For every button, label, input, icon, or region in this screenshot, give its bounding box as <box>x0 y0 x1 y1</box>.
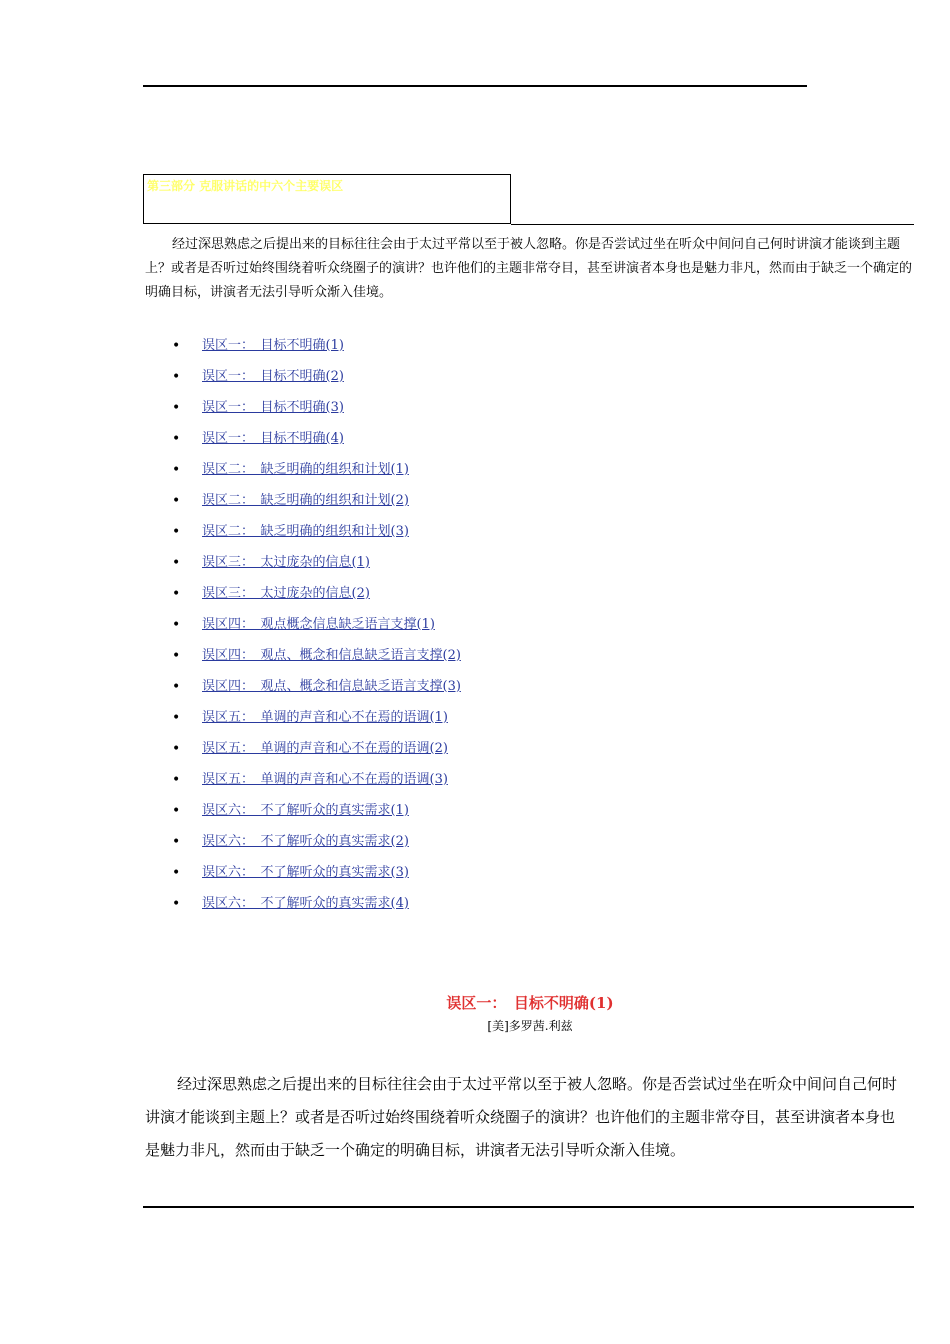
toc-link[interactable]: 误区四： 观点、概念和信息缺乏语言支撑(3) <box>202 678 461 694</box>
toc-item <box>172 485 461 516</box>
toc-link[interactable]: 误区三： 太过庞杂的信息(2) <box>202 585 370 601</box>
bullet-icon: • <box>172 461 181 478</box>
toc-item <box>172 423 461 454</box>
toc-item <box>172 795 461 826</box>
toc-link[interactable]: 误区六： 不了解听众的真实需求(4) <box>202 895 409 911</box>
bullet-icon: • <box>172 895 181 912</box>
section-header-underline <box>511 224 914 225</box>
bullet-icon: • <box>172 678 181 695</box>
toc-item <box>172 702 461 733</box>
toc-item <box>172 764 461 795</box>
toc-link[interactable]: 误区二： 缺乏明确的组织和计划(2) <box>202 492 409 508</box>
toc-item <box>172 671 461 702</box>
toc-item <box>172 640 461 671</box>
bullet-icon: • <box>172 740 181 757</box>
intro-paragraph: 经过深思熟虑之后提出来的目标往往会由于太过平常以至于被人忽略。你是否尝试过坐在听众中间问自己何时讲演才能谈到主题上？或者是否听过始终围绕着听众绕圈子的演讲？也许他们的主题非常夺目，甚至讲演者本身也是魅力非凡，然而由于缺乏一个确定的明确目标，讲演者无法引导听众渐入佳境。 <box>145 237 913 300</box>
toc-item <box>172 733 461 764</box>
bullet-icon: • <box>172 337 181 354</box>
bullet-icon: • <box>172 616 181 633</box>
bullet-icon: • <box>172 864 181 881</box>
article-body: 经过深思熟虑之后提出来的目标往往会由于太过平常以至于被人忽略。你是否尝试过坐在听众中间问自己何时讲演才能谈到主题上？或者是否听过始终围绕着听众绕圈子的演讲？也许他们的主题非常夺目，甚至讲演者本身也是魅力非凡，然而由于缺乏一个确定的明确目标，讲演者无法引导听众渐入佳境。 <box>145 1075 898 1159</box>
toc-link[interactable]: 误区五： 单调的声音和心不在焉的语调(1) <box>202 709 448 725</box>
toc-link[interactable]: 误区二： 缺乏明确的组织和计划(3) <box>202 523 409 539</box>
toc-link[interactable]: 误区五： 单调的声音和心不在焉的语调(3) <box>202 771 448 787</box>
toc-item <box>172 609 461 640</box>
toc-item <box>172 361 461 392</box>
toc-item <box>172 547 461 578</box>
toc-item <box>172 888 461 919</box>
toc-link[interactable]: 误区一： 目标不明确(4) <box>202 430 344 446</box>
toc-item <box>172 392 461 423</box>
bullet-icon: • <box>172 554 181 571</box>
toc-link[interactable]: 误区六： 不了解听众的真实需求(3) <box>202 864 409 880</box>
toc-item <box>172 578 461 609</box>
bullet-icon: • <box>172 833 181 850</box>
bullet-icon: • <box>172 399 181 416</box>
toc-link[interactable]: 误区四： 观点概念信息缺乏语言支撑(1) <box>202 616 435 632</box>
toc-link[interactable]: 误区六： 不了解听众的真实需求(2) <box>202 833 409 849</box>
table-of-contents <box>172 330 461 919</box>
toc-link[interactable]: 误区一： 目标不明确(2) <box>202 368 344 384</box>
bullet-icon: • <box>172 368 181 385</box>
toc-link[interactable]: 误区二： 缺乏明确的组织和计划(1) <box>202 461 409 477</box>
toc-item <box>172 330 461 361</box>
toc-link[interactable]: 误区三： 太过庞杂的信息(1) <box>202 554 370 570</box>
toc-link[interactable]: 误区一： 目标不明确(1) <box>202 337 344 353</box>
toc-item <box>172 826 461 857</box>
bullet-icon: • <box>172 771 181 788</box>
toc-item <box>172 857 461 888</box>
toc-link[interactable]: 误区六： 不了解听众的真实需求(1) <box>202 802 409 818</box>
bullet-icon: • <box>172 430 181 447</box>
toc-link[interactable]: 误区五： 单调的声音和心不在焉的语调(2) <box>202 740 448 756</box>
bottom-divider <box>143 1206 914 1208</box>
bullet-icon: • <box>172 492 181 509</box>
top-divider <box>143 85 807 87</box>
article-title: 误区一： 目标不明确(1) <box>446 994 614 1012</box>
toc-item <box>172 454 461 485</box>
bullet-icon: • <box>172 802 181 819</box>
bullet-icon: • <box>172 585 181 602</box>
toc-item <box>172 516 461 547</box>
bullet-icon: • <box>172 709 181 726</box>
bullet-icon: • <box>172 523 181 540</box>
toc-link[interactable]: 误区一： 目标不明确(3) <box>202 399 344 415</box>
bullet-icon: • <box>172 647 181 664</box>
section-header-box <box>143 174 511 224</box>
article-author: [美]多罗茜.利兹 <box>487 1019 573 1033</box>
toc-link[interactable]: 误区四： 观点、概念和信息缺乏语言支撑(2) <box>202 647 461 663</box>
section-title: 第三部分 克服讲话的中六个主要误区 <box>147 179 344 193</box>
